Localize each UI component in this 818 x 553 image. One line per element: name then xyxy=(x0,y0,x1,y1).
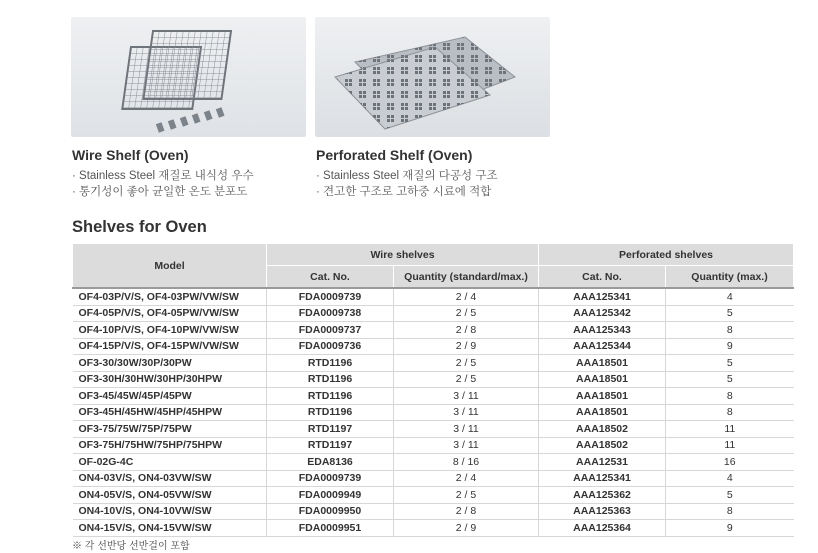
perforated-shelf-feature-2: · 견고한 구조로 고하중 시료에 적합 xyxy=(316,186,492,198)
wire-quantity-cell: 2 / 9 xyxy=(394,520,539,537)
header-perf-quantity: Quantity (max.) xyxy=(666,266,794,289)
wire-cat-no-cell: FDA0009739 xyxy=(267,470,394,487)
model-cell: ON4-15V/S, ON4-15VW/SW xyxy=(73,520,267,537)
perf-cat-no-cell: AAA125362 xyxy=(539,487,666,504)
wire-quantity-cell: 2 / 5 xyxy=(394,305,539,322)
perf-quantity-cell: 11 xyxy=(666,421,794,438)
model-cell: OF-02G-4C xyxy=(73,454,267,471)
perf-quantity-cell: 9 xyxy=(666,520,794,537)
table-row xyxy=(73,355,794,372)
perf-cat-no-cell: AAA125343 xyxy=(539,322,666,339)
perf-quantity-cell: 4 xyxy=(666,288,794,305)
perf-quantity-cell: 8 xyxy=(666,404,794,421)
perforated-shelf-image xyxy=(315,17,550,137)
table-row xyxy=(73,305,794,322)
perf-cat-no-cell: AAA125342 xyxy=(539,305,666,322)
perf-cat-no-cell: AAA18502 xyxy=(539,421,666,438)
table-row xyxy=(73,470,794,487)
shelves-table xyxy=(72,243,794,537)
table-row xyxy=(73,421,794,438)
table-row xyxy=(73,437,794,454)
model-cell: ON4-05V/S, ON4-05VW/SW xyxy=(73,487,267,504)
model-cell: ON4-10V/S, ON4-10VW/SW xyxy=(73,503,267,520)
perf-cat-no-cell: AAA125364 xyxy=(539,520,666,537)
table-row xyxy=(73,503,794,520)
wire-cat-no-cell: RTD1196 xyxy=(267,388,394,405)
table-row xyxy=(73,388,794,405)
wire-quantity-cell: 2 / 8 xyxy=(394,503,539,520)
perf-cat-no-cell: AAA18501 xyxy=(539,371,666,388)
wire-cat-no-cell: EDA8136 xyxy=(267,454,394,471)
table-row xyxy=(73,322,794,339)
perf-quantity-cell: 4 xyxy=(666,470,794,487)
table-row xyxy=(73,404,794,421)
header-wire-quantity: Quantity (standard/max.) xyxy=(394,266,539,289)
perf-quantity-cell: 8 xyxy=(666,503,794,520)
wire-quantity-cell: 3 / 11 xyxy=(394,421,539,438)
perf-quantity-cell: 5 xyxy=(666,487,794,504)
wire-quantity-cell: 3 / 11 xyxy=(394,437,539,454)
wire-cat-no-cell: RTD1196 xyxy=(267,355,394,372)
wire-cat-no-cell: RTD1197 xyxy=(267,437,394,454)
wire-quantity-cell: 2 / 5 xyxy=(394,487,539,504)
model-cell: OF3-75/75W/75P/75PW xyxy=(73,421,267,438)
table-row xyxy=(73,288,794,305)
header-perforated-shelves: Perforated shelves xyxy=(539,244,794,266)
wire-quantity-cell: 3 / 11 xyxy=(394,388,539,405)
header-wire-shelves: Wire shelves xyxy=(267,244,539,266)
footnote: ※ 각 선반당 선반걸이 포함 xyxy=(72,541,190,552)
wire-quantity-cell: 2 / 5 xyxy=(394,355,539,372)
model-cell: OF4-15P/V/S, OF4-15PW/VW/SW xyxy=(73,338,267,355)
perforated-shelf-illustration xyxy=(315,17,550,137)
perf-cat-no-cell: AAA18501 xyxy=(539,404,666,421)
wire-shelf-feature-1: · Stainless Steel 재질로 내식성 우수 xyxy=(72,170,254,182)
perf-cat-no-cell: AAA18501 xyxy=(539,355,666,372)
perf-cat-no-cell: AAA125341 xyxy=(539,470,666,487)
perforated-shelf-caption xyxy=(316,147,498,200)
model-cell: OF3-45/45W/45P/45PW xyxy=(73,388,267,405)
wire-quantity-cell: 8 / 16 xyxy=(394,454,539,471)
wire-cat-no-cell: FDA0009736 xyxy=(267,338,394,355)
perf-cat-no-cell: AAA18501 xyxy=(539,388,666,405)
perf-quantity-cell: 8 xyxy=(666,322,794,339)
header-model: Model xyxy=(73,244,267,289)
perf-quantity-cell: 5 xyxy=(666,305,794,322)
perforated-shelf-feature-1: · Stainless Steel 재질의 다공성 구조 xyxy=(316,170,498,182)
wire-shelf-caption xyxy=(72,147,254,200)
model-cell: OF3-45H/45HW/45HP/45HPW xyxy=(73,404,267,421)
model-cell: ON4-03V/S, ON4-03VW/SW xyxy=(73,470,267,487)
wire-quantity-cell: 2 / 4 xyxy=(394,288,539,305)
model-cell: OF3-30H/30HW/30HP/30HPW xyxy=(73,371,267,388)
perf-quantity-cell: 9 xyxy=(666,338,794,355)
perf-cat-no-cell: AAA125341 xyxy=(539,288,666,305)
table-row xyxy=(73,520,794,537)
wire-shelf-image xyxy=(71,17,306,137)
perf-cat-no-cell: AAA12531 xyxy=(539,454,666,471)
wire-quantity-cell: 2 / 9 xyxy=(394,338,539,355)
wire-cat-no-cell: RTD1196 xyxy=(267,371,394,388)
wire-cat-no-cell: FDA0009738 xyxy=(267,305,394,322)
wire-cat-no-cell: RTD1196 xyxy=(267,404,394,421)
perf-cat-no-cell: AAA18502 xyxy=(539,437,666,454)
perf-cat-no-cell: AAA125344 xyxy=(539,338,666,355)
table-row xyxy=(73,487,794,504)
wire-quantity-cell: 2 / 4 xyxy=(394,470,539,487)
wire-quantity-cell: 2 / 8 xyxy=(394,322,539,339)
perf-quantity-cell: 11 xyxy=(666,437,794,454)
perf-quantity-cell: 8 xyxy=(666,388,794,405)
perf-quantity-cell: 5 xyxy=(666,355,794,372)
wire-cat-no-cell: FDA0009737 xyxy=(267,322,394,339)
wire-quantity-cell: 3 / 11 xyxy=(394,404,539,421)
wire-cat-no-cell: FDA0009949 xyxy=(267,487,394,504)
section-title: Shelves for Oven xyxy=(72,218,207,236)
table-body xyxy=(73,288,794,536)
wire-shelf-illustration xyxy=(71,17,306,137)
wire-shelf-feature-2: · 통기성이 좋아 균일한 온도 분포도 xyxy=(72,186,248,198)
table-row xyxy=(73,454,794,471)
wire-cat-no-cell: FDA0009739 xyxy=(267,288,394,305)
model-cell: OF4-03P/V/S, OF4-03PW/VW/SW xyxy=(73,288,267,305)
model-cell: OF4-05P/V/S, OF4-05PW/VW/SW xyxy=(73,305,267,322)
table-row xyxy=(73,371,794,388)
perforated-shelf-title: Perforated Shelf (Oven) xyxy=(316,147,473,163)
wire-shelf-title: Wire Shelf (Oven) xyxy=(72,147,189,163)
model-cell: OF3-30/30W/30P/30PW xyxy=(73,355,267,372)
table-row xyxy=(73,338,794,355)
wire-cat-no-cell: FDA0009951 xyxy=(267,520,394,537)
wire-cat-no-cell: FDA0009950 xyxy=(267,503,394,520)
perf-quantity-cell: 5 xyxy=(666,371,794,388)
perf-quantity-cell: 16 xyxy=(666,454,794,471)
model-cell: OF3-75H/75HW/75HP/75HPW xyxy=(73,437,267,454)
wire-quantity-cell: 2 / 5 xyxy=(394,371,539,388)
header-wire-cat-no: Cat. No. xyxy=(267,266,394,289)
perf-cat-no-cell: AAA125363 xyxy=(539,503,666,520)
header-perf-cat-no: Cat. No. xyxy=(539,266,666,289)
wire-cat-no-cell: RTD1197 xyxy=(267,421,394,438)
model-cell: OF4-10P/V/S, OF4-10PW/VW/SW xyxy=(73,322,267,339)
